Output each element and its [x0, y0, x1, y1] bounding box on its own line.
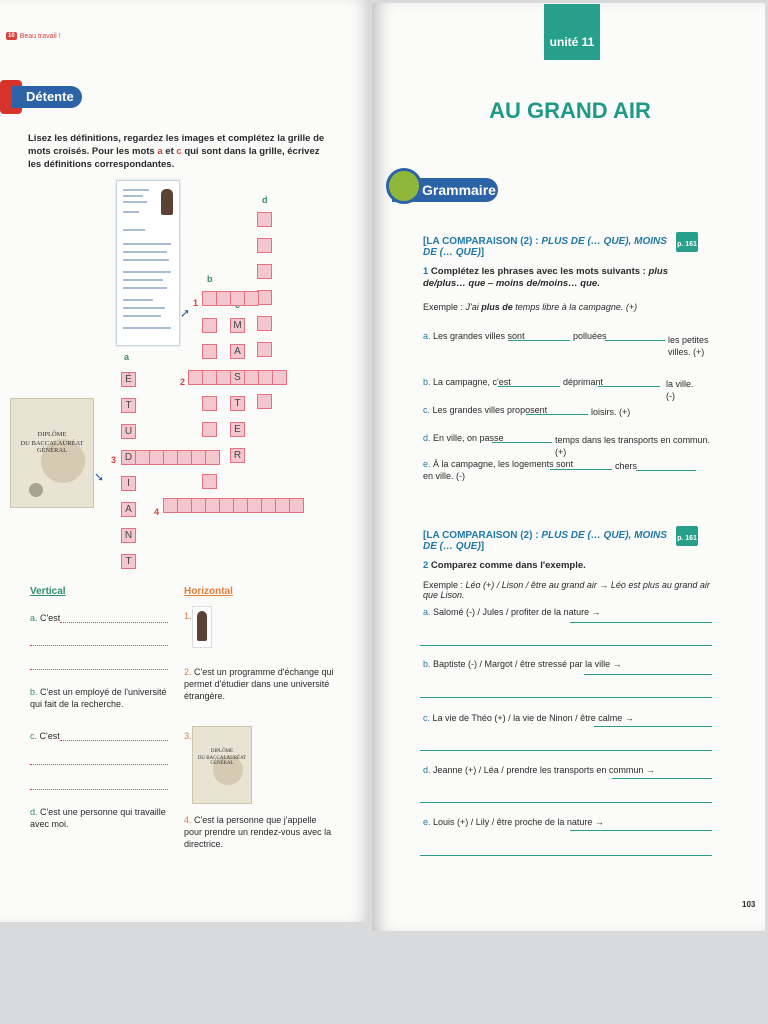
exercise-1-item-e: e. À la campagne, les logements sont chers en ville. (-) [423, 459, 638, 481]
grid-cell[interactable] [230, 291, 245, 306]
answer-line[interactable] [420, 802, 712, 803]
grid-cell[interactable] [191, 498, 206, 513]
grid-label-b: b [207, 274, 213, 284]
answer-line[interactable] [492, 442, 552, 443]
grid-cell[interactable] [216, 370, 231, 385]
grid-cell[interactable] [202, 318, 217, 333]
grid-cell-a1[interactable]: É [121, 372, 136, 387]
exercise-1-example: Exemple : J'ai plus de temps libre à la campagne. (+) [423, 302, 638, 312]
answer-line[interactable] [570, 622, 712, 623]
answer-line[interactable] [420, 697, 712, 698]
grid-cell-a7[interactable]: N [121, 528, 136, 543]
vertical-clue-c: c. C'est [30, 731, 60, 741]
grid-cell[interactable] [188, 370, 203, 385]
grid-cell-c6[interactable]: R [230, 448, 245, 463]
instr-letter-c: c [176, 146, 182, 157]
grid-label-a: a [124, 352, 130, 362]
horizontal-clue-3: 3. [184, 731, 192, 741]
answer-line[interactable] [584, 674, 712, 675]
chapter-number: 10 [8, 33, 15, 39]
grid-cell-c2[interactable]: A [230, 344, 245, 359]
gear-icon [386, 168, 422, 204]
grid-cell[interactable] [163, 498, 178, 513]
portrait-image [192, 606, 212, 648]
grid-cell[interactable] [205, 498, 220, 513]
exercise-2-example: Exemple : Léo (+) / Lison / être au grand air → Léo est plus au grand air que Lison. [423, 580, 710, 600]
left-page [0, 0, 370, 922]
grid-label-d: d [262, 195, 268, 205]
page-title: AU GRAND AIR [489, 98, 651, 123]
answer-line[interactable] [612, 778, 712, 779]
grid-cell[interactable] [258, 370, 273, 385]
answer-line[interactable] [605, 340, 665, 341]
grid-cell[interactable] [202, 396, 217, 411]
grid-cell[interactable] [202, 344, 217, 359]
grid-cell[interactable] [257, 316, 272, 331]
answer-line[interactable] [570, 830, 712, 831]
answer-line[interactable] [636, 470, 696, 471]
vertical-clue-d: d. C'est une personne qui travaille avec moi. [30, 807, 166, 829]
grid-cell[interactable] [202, 422, 217, 437]
exercise-1-item-d: d. En ville, on passe temps dans les transports en commun. (+) [423, 433, 711, 457]
grid-cell[interactable] [177, 450, 192, 465]
grid-label-2: 2 [180, 377, 186, 387]
section-title: Grammaire [392, 178, 498, 202]
exercise-1-item-a: a. Les grandes villes sont polluées les petites villes. (+) [423, 331, 709, 357]
crossword-grid [0, 0, 370, 600]
answer-line[interactable] [508, 340, 570, 341]
grid-cell[interactable] [257, 264, 272, 279]
grid-cell[interactable] [135, 450, 150, 465]
grid-cell[interactable] [163, 450, 178, 465]
exercise-2-item-d: d. Jeanne (+) / Léa / prendre les transports en commun → [423, 765, 655, 775]
chapter-title: Beau travail ! [19, 32, 61, 40]
grid-cell[interactable] [261, 498, 276, 513]
answer-line[interactable] [420, 750, 712, 751]
grid-cell[interactable] [257, 394, 272, 409]
answer-line[interactable] [498, 386, 560, 387]
vertical-clue-a: a. C'est [30, 613, 61, 623]
vertical-clue-b: b. C'est un employé de l'université qui fait de la recherche. [30, 687, 167, 709]
answer-line[interactable] [30, 764, 168, 765]
page-number: 103 [742, 900, 756, 909]
instructions-text-2: qui sont dans la grille, écrivez les définitions correspondantes. [28, 146, 320, 170]
grid-cell-a4[interactable]: D [121, 450, 136, 465]
instructions-text: Lisez les définitions, regardez les images et complétez la grille de mots croisés. Pour les mots [28, 133, 325, 157]
grid-cell[interactable] [257, 238, 272, 253]
grid-cell[interactable] [289, 498, 304, 513]
arrow-icon: ➘ [94, 470, 105, 484]
exercise-1-title: 1 Complétez les phrases avec les mots suivants : plus de/plus… que – moins de/moins… que. [423, 266, 669, 289]
grid-cell[interactable] [244, 291, 259, 306]
grid-cell[interactable] [177, 498, 192, 513]
exercise-1-item-c: c. Les grandes villes proposent loisirs. (+) [423, 405, 631, 417]
answer-line[interactable] [598, 386, 660, 387]
grid-cell-a3[interactable]: U [121, 424, 136, 439]
grid-cell[interactable] [272, 370, 287, 385]
book-reference-icon[interactable]: p. 161 [676, 232, 698, 252]
book-reference-icon[interactable]: p. 161 [676, 526, 698, 546]
grid-cell[interactable] [191, 450, 206, 465]
diploma-line1: DIPLÔME [37, 431, 67, 438]
grid-cell[interactable] [257, 212, 272, 227]
answer-line[interactable] [60, 622, 168, 623]
grid-cell[interactable] [202, 291, 217, 306]
answer-line[interactable] [594, 726, 712, 727]
grid-cell-a2[interactable]: T [121, 398, 136, 413]
grid-cell[interactable] [219, 498, 234, 513]
grid-cell[interactable] [257, 290, 272, 305]
instr-letter-a: a [157, 146, 163, 157]
grid-label-4: 4 [154, 507, 160, 517]
exercise-2-title: 2 Comparez comme dans l'exemple. [423, 560, 586, 571]
exercise-2-item-e: e. Louis (+) / Lily / être proche de la nature → [423, 817, 604, 827]
section-title: Détente [12, 86, 82, 108]
grid-cell[interactable] [202, 370, 217, 385]
exercise-1-item-b: b. La campagne, c'est déprimant la ville. (-) [423, 377, 694, 401]
grid-cell[interactable] [275, 498, 290, 513]
grid-cell-c5[interactable]: E [230, 422, 245, 437]
horizontal-clue-1: 1. [184, 611, 192, 621]
grid-label-1: 1 [193, 298, 199, 308]
answer-line[interactable] [420, 645, 712, 646]
exercise-2-item-a: a. Salomé (-) / Jules / profiter de la nature → [423, 607, 601, 617]
grid-cell[interactable] [233, 498, 248, 513]
answer-line[interactable] [30, 789, 168, 790]
answer-line[interactable] [526, 414, 588, 415]
grid-cell-a6[interactable]: A [121, 502, 136, 517]
answer-line[interactable] [60, 740, 168, 741]
grammar-heading-1: [LA COMPARAISON (2) : PLUS DE (… QUE), MOINS DE (… QUE)] [423, 236, 667, 258]
unit-tab: unité 11 [544, 4, 600, 60]
grid-cell[interactable] [216, 291, 231, 306]
grid-cell[interactable] [205, 450, 220, 465]
section-banner-grammaire [376, 160, 496, 210]
answer-line[interactable] [550, 469, 612, 470]
answer-line[interactable] [30, 669, 168, 670]
grid-cell-a5[interactable]: I [121, 476, 136, 491]
grammar-heading-2: [LA COMPARAISON (2) : PLUS DE (… QUE), MOINS DE (… QUE)] [423, 530, 667, 552]
horizontal-clue-4: 4. C'est la personne que j'appelle pour prendre un rendez-vous avec la directrice. [184, 815, 332, 849]
grid-cell-a8[interactable]: T [121, 554, 136, 569]
vertical-title: Vertical [30, 586, 66, 597]
grid-cell[interactable] [244, 370, 259, 385]
diploma-line2: DU BACCALAURÉAT GÉNÉRAL [20, 440, 84, 454]
grid-cell[interactable] [247, 498, 262, 513]
answer-line[interactable] [420, 855, 712, 856]
grid-cell[interactable] [202, 474, 217, 489]
grid-cell[interactable] [257, 342, 272, 357]
answer-line[interactable] [30, 645, 168, 646]
grid-cell-c3[interactable]: S [230, 370, 245, 385]
instr-et: et [162, 146, 177, 157]
horizontal-clue-2: 2. C'est un programme d'échange qui permet d'étudier dans une université étrangère. [184, 667, 334, 701]
diploma-thumbnail: DIPLÔME DU BACCALAURÉAT GÉNÉRAL [192, 726, 252, 804]
grid-label-3: 3 [111, 455, 117, 465]
horizontal-title: Horizontal [184, 586, 233, 597]
exercise-2-item-b: b. Baptiste (-) / Margot / être stressé par la ville → [423, 659, 622, 669]
arrow-icon: ➚ [180, 306, 191, 320]
grid-cell[interactable] [149, 450, 164, 465]
exercise-2-item-c: c. La vie de Théo (+) / la vie de Ninon / être calme → [423, 713, 634, 723]
grid-cell-c1[interactable]: M [230, 318, 245, 333]
grid-cell-c4[interactable]: T [230, 396, 245, 411]
